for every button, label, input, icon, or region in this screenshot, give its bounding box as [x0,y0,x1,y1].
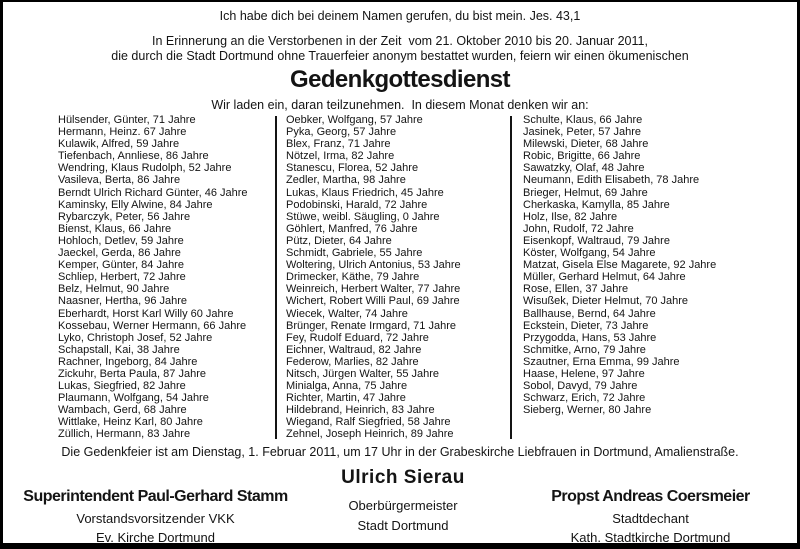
page-title: Gedenkgottesdienst [290,66,510,93]
deceased-entry: Zickuhr, Berta Paula, 87 Jahre [58,367,206,380]
signatory-left-roles [8,509,303,547]
column-divider-1 [275,116,277,439]
deceased-entry: Müller, Gerhard Helmut, 64 Jahre [523,271,686,284]
deceased-entry: Schmitke, Arno, 79 Jahre [523,343,646,356]
deceased-entry: Zedler, Martha, 98 Jahre [286,174,406,187]
signatory-center-roles [293,496,513,536]
deceased-entry: Haase, Helene, 97 Jahre [523,367,645,380]
deceased-entry: Lukas, Siegfried, 82 Jahre [58,380,186,393]
signatory-right-roles [503,509,798,547]
deceased-entry: Blex, Franz, 71 Jahre [286,138,391,151]
deceased-entry: Bienst, Klaus, 66 Jahre [58,222,172,235]
deceased-entry: Matzat, Gisela Else Magarete, 92 Jahre [523,259,717,272]
intro-line-1: In Erinnerung an die Verstorbenen in der Zeit vom 21. Oktober 2010 bis 20. Januar 2011, [152,34,648,48]
deceased-entry: Brünger, Renate Irmgard, 71 Jahre [286,319,456,332]
signatory-center-name: Ulrich Sierau [341,467,465,488]
deceased-entry: Wittlake, Heinz Karl, 80 Jahre [58,416,203,429]
deceased-entry: Eisenkopf, Waltraud, 79 Jahre [523,234,670,247]
signatory-left-role-2: Ev. Kirche Dortmund [96,530,215,545]
signatory-center-role-1: Oberbürgermeister [348,498,458,513]
deceased-entry: Robic, Brigitte, 66 Jahre [523,150,641,163]
deceased-entry: Eckstein, Dieter, 73 Jahre [523,319,649,332]
deceased-entry: Rachner, Ingeborg, 84 Jahre [58,355,198,368]
deceased-entry: Schmidt, Gabriele, 55 Jahre [286,247,423,260]
deceased-entry: Pyka, Georg, 57 Jahre [286,126,397,139]
signatory-center [293,466,513,536]
deceased-entry: Wichert, Robert Willi Paul, 69 Jahre [286,295,460,308]
deceased-entry: Cherkaska, Kamylla, 85 Jahre [523,198,670,211]
deceased-entry: Nötzel, Irma, 82 Jahre [286,150,395,163]
deceased-entry: Weinreich, Herbert Walter, 77 Jahre [286,283,461,296]
deceased-entry: Podobinski, Harald, 72 Jahre [286,198,428,211]
signatory-left-name: Superintendent Paul-Gerhard Stamm [23,488,288,505]
deceased-entry: Köster, Wolfgang, 54 Jahre [523,247,656,260]
deceased-entry: Stüwe, weibl. Säugling, 0 Jahre [286,210,440,223]
signatory-right-role-2: Kath. Stadtkirche Dortmund [570,530,731,545]
deceased-entry: Sieberg, Werner, 80 Jahre [523,404,652,417]
deceased-entry: Jasinek, Peter, 57 Jahre [523,126,642,139]
deceased-entry: Hermann, Heinz. 67 Jahre [58,126,187,139]
deceased-entry: Göhlert, Manfred, 76 Jahre [286,222,418,235]
deceased-entry: Vasileva, Berta, 86 Jahre [58,174,181,187]
deceased-entry: Richter, Martin, 47 Jahre [286,392,406,405]
deceased-entry: Wambach, Gerd, 68 Jahre [58,404,187,417]
deceased-entry: Wisußek, Dieter Helmut, 70 Jahre [523,295,689,308]
deceased-entry: Woltering, Ulrich Antonius, 53 Jahre [286,259,461,272]
deceased-entry: Wiegand, Ralf Siegfried, 58 Jahre [286,416,451,429]
deceased-entry: Schwarz, Erich, 72 Jahre [523,392,646,405]
deceased-entry: Wendring, Klaus Rudolph, 52 Jahre [58,162,232,175]
signatory-right-name: Propst Andreas Coersmeier [551,488,750,505]
deceased-entry: Naasner, Hertha, 96 Jahre [58,295,188,308]
deceased-entry: Jaeckel, Gerda, 86 Jahre [58,247,181,260]
deceased-entry: Ballhause, Bernd, 64 Jahre [523,307,656,320]
deceased-entry: Stanescu, Florea, 52 Jahre [286,162,419,175]
signatory-left-role-1: Vorstandsvorsitzender VKK [76,511,235,526]
deceased-entry: Kemper, Günter, 84 Jahre [58,259,184,272]
invitation-text: Wir laden ein, daran teilzunehmen. In diesem Monat denken wir an: [211,98,589,112]
signatory-right [503,487,798,547]
deceased-entry: Fey, Rudolf Eduard, 72 Jahre [286,331,429,344]
deceased-entry: Berndt Ulrich Richard Günter, 46 Jahre [58,186,248,199]
deceased-entry: Hülsender, Günter, 71 Jahre [58,114,196,126]
signatory-center-role-2: Stadt Dortmund [357,518,449,533]
deceased-entry: Federow, Marlies, 82 Jahre [286,355,419,368]
deceased-entry: Szautner, Erna Emma, 99 Jahre [523,355,680,368]
deceased-entry: Plaumann, Wolfgang, 54 Jahre [58,392,209,405]
ceremony-info: Die Gedenkfeier ist am Dienstag, 1. Februar 2011, um 17 Uhr in der Grabeskirche Liebfrauen in Dortmund, Amalienstraße. [61,445,739,459]
intro-line-2: die durch die Stadt Dortmund ohne Trauerfeier anonym bestattet wurden, feiern wir einen ökumenischen [111,49,689,63]
deceased-entry: Kossebau, Werner Hermann, 66 Jahre [58,319,247,332]
deceased-column-1 [58,114,248,441]
deceased-entry: Eichner, Waltraud, 82 Jahre [286,343,422,356]
deceased-entry: Eberhardt, Horst Karl Willy 60 Jahre [58,307,234,320]
deceased-entry: Oebker, Wolfgang, 57 Jahre [286,114,423,126]
deceased-entry: Hildebrand, Heinrich, 83 Jahre [286,404,435,417]
deceased-entry: Sobol, Davyd, 79 Jahre [523,380,638,393]
deceased-entry: Minialga, Anna, 75 Jahre [286,380,408,393]
deceased-entry: Lukas, Klaus Friedrich, 45 Jahre [286,186,444,199]
deceased-entry: Holz, Ilse, 82 Jahre [523,210,618,223]
deceased-entry: Brieger, Helmut, 69 Jahre [523,186,648,199]
deceased-entry: Sawatzky, Olaf, 48 Jahre [523,162,645,175]
deceased-entry: Lyko, Christoph Josef, 52 Jahre [58,331,213,344]
intro-text [3,34,797,64]
deceased-entry: Kulawik, Alfred, 59 Jahre [58,138,180,151]
deceased-entry: Schapstall, Kai, 38 Jahre [58,343,180,356]
deceased-entry: Drimecker, Käthe, 79 Jahre [286,271,420,284]
deceased-entry: Zehnel, Joseph Heinrich, 89 Jahre [286,428,454,441]
deceased-entry: Kaminsky, Elly Alwine, 84 Jahre [58,198,213,211]
deceased-entry: Przygodda, Hans, 53 Jahre [523,331,657,344]
deceased-entry: Wiecek, Walter, 74 Jahre [286,307,408,320]
deceased-entry: Pütz, Dieter, 64 Jahre [286,234,392,247]
notice-header [3,2,797,112]
signatory-left [8,487,303,547]
deceased-entry: John, Rudolf, 72 Jahre [523,222,634,235]
deceased-entry: Schulte, Klaus, 66 Jahre [523,114,643,126]
deceased-column-2 [286,114,461,441]
deceased-entry: Schliep, Herbert, 72 Jahre [58,271,186,284]
deceased-entry: Tiefenbach, Annliese, 86 Jahre [58,150,209,163]
bible-quote: Ich habe dich bei deinem Namen gerufen, du bist mein. Jes. 43,1 [219,9,581,23]
column-divider-2 [510,116,512,439]
deceased-entry: Züllich, Hermann, 83 Jahre [58,428,191,441]
signatory-right-role-1: Stadtdechant [612,511,689,526]
deceased-column-3 [523,114,716,416]
deceased-entry: Belz, Helmut, 90 Jahre [58,283,170,296]
deceased-entry: Neumann, Edith Elisabeth, 78 Jahre [523,174,700,187]
deceased-entry: Rybarczyk, Peter, 56 Jahre [58,210,191,223]
deceased-entry: Rose, Ellen, 37 Jahre [523,283,629,296]
deceased-entry: Milewski, Dieter, 68 Jahre [523,138,649,151]
deceased-entry: Hohloch, Detlev, 59 Jahre [58,234,184,247]
deceased-entry: Nitsch, Jürgen Walter, 55 Jahre [286,367,440,380]
